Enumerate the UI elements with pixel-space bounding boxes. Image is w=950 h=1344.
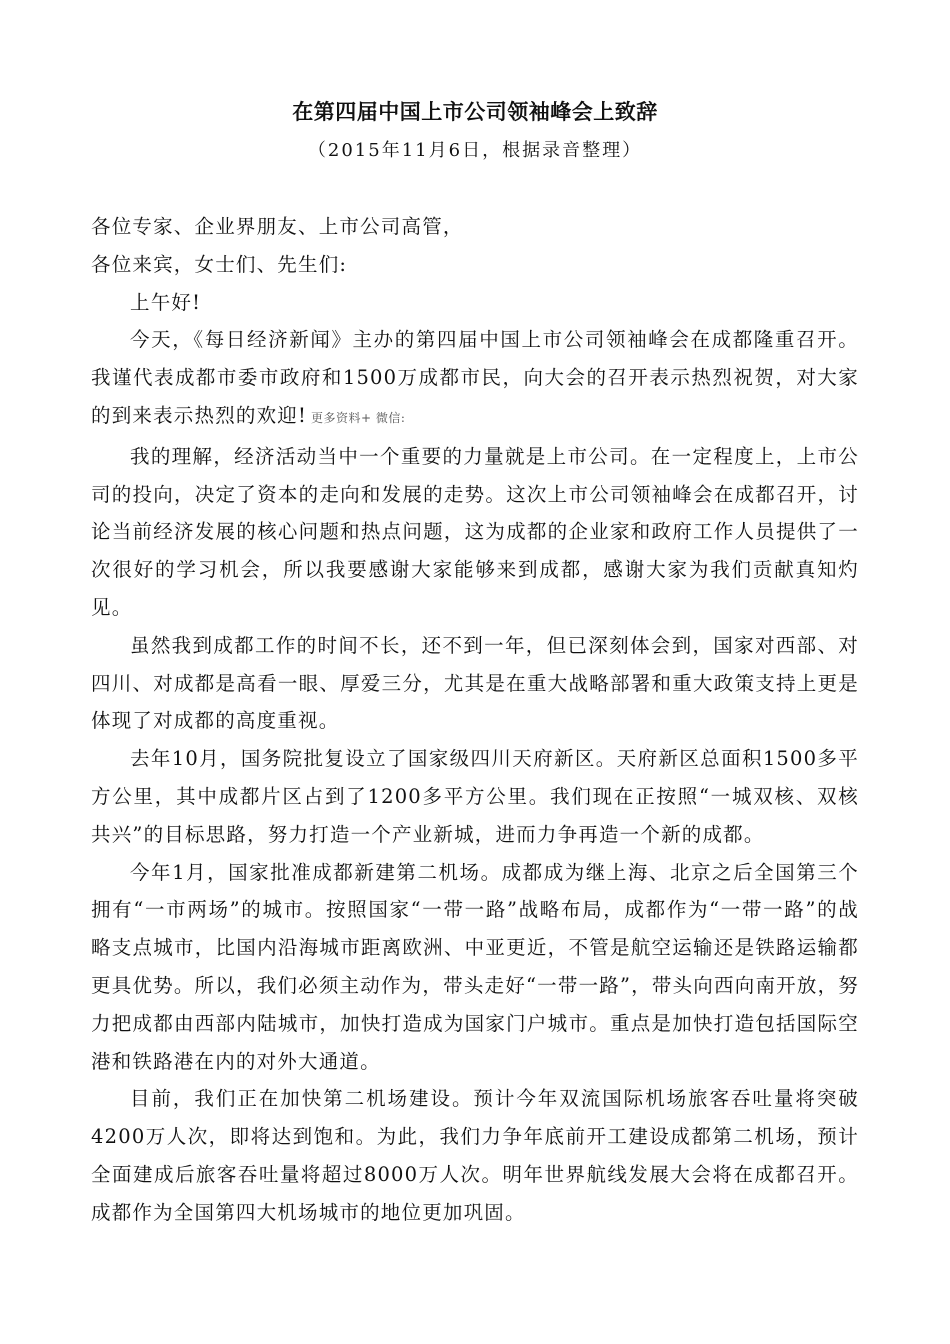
salutation-line-2: 各位来宾，女士们、先生们:	[91, 252, 348, 276]
document-title: 在第四届中国上市公司领袖峰会上致辞	[292, 99, 658, 124]
paragraph-2: 我的理解，经济活动当中一个重要的力量就是上市公司。在一定程度上，上市公司的投向，决定了资本的走向和发展的走势。这次上市公司领袖峰会在成都召开，讨论当前经济发展的核心问题和热点问题，这为成都的企业家和政府工作人员提供了一次很好的学习机会，所以我要感谢大家能够来到成都，感谢大家为我们贡献真知灼见。	[91, 444, 859, 619]
paragraph-6: 目前，我们正在加快第二机场建设。预计今年双流国际机场旅客吞吐量将突破4200万人次，即将达到饱和。为此，我们力争年底前开工建设成都第二机场，预计全面建成后旅客吞吐量将超过8000万人次。明年世界航线发展大会将在成都召开。成都作为全国第四大机场城市的地位更加巩固。	[91, 1087, 859, 1224]
paragraph-1	[91, 321, 859, 437]
salutation-line-1: 各位专家、企业界朋友、上市公司高管，	[91, 215, 464, 238]
document-body	[91, 208, 859, 1232]
paragraph-1-text: 今天，《每日经济新闻》主办的第四届中国上市公司领袖峰会在成都隆重召开。我谨代表成都市委市政府和1500万成都市民，向大会的召开表示热烈祝贺，对大家的到来表示热烈的欢迎!	[91, 328, 859, 427]
document-subtitle: （2015年11月6日，根据录音整理）	[307, 140, 643, 161]
paragraph-4: 去年10月，国务院批复设立了国家级四川天府新区。天府新区总面积1500多平方公里，其中成都片区占到了1200多平方公里。我们现在正按照“一城双核、双核共兴”的目标思路，努力打造一个产业新城，进而力争再造一个新的成都。	[91, 747, 859, 846]
paragraph-3: 虽然我到成都工作的时间不长，还不到一年，但已深刻体会到，国家对西部、对四川、对成都是高看一眼、厚爱三分，尤其是在重大战略部署和重大政策支持上更是体现了对成都的高度重视。	[91, 633, 859, 733]
paragraph-5: 今年1月，国家批准成都新建第二机场。成都成为继上海、北京之后全国第三个拥有“一市两场”的城市。按照国家“一带一路”战略布局，成都作为“一带一路”的战略支点城市，比国内沿海城市距离欧洲、中亚更近，不管是航空运输还是铁路运输都更具优势。所以，我们必须主动作为，带头走好“一带一路”，带头向西向南开放，努力把成都由西部内陆城市，加快打造成为国家门户城市。重点是加快打造包括国际空港和铁路港在内的对外大通道。	[91, 860, 859, 1073]
watermark-note: 更多资料+ 微信:	[311, 410, 406, 425]
greeting: 上午好!	[130, 290, 202, 314]
